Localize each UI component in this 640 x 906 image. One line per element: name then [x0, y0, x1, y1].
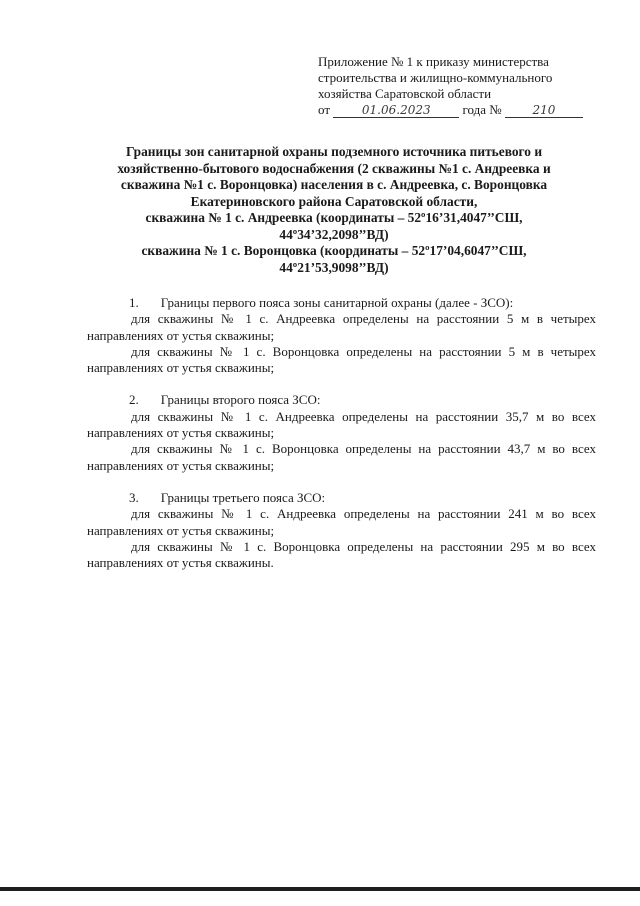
appendix-line-2: строительства и жилищно-коммунального: [318, 70, 553, 85]
section-heading: [87, 392, 596, 408]
title-line-2: хозяйственно-бытового водоснабжения (2 скважины №1 с. Андреевка и: [117, 160, 551, 176]
section-item: для скважины № 1 с. Воронцовка определены на расстоянии 5 м в четырех направлениях от устья скважины;: [87, 343, 596, 376]
document-title: [84, 144, 584, 276]
handwritten-date: 01.06.2023: [333, 104, 459, 118]
section-item: для скважины № 1 с. Воронцовка определены на расстоянии 43,7 м во всех направлениях от устья скважины;: [87, 441, 596, 473]
appendix-line-3: хозяйства Саратовской области: [318, 86, 492, 101]
section-title: Границы первого пояса зоны санитарной охраны (далее - ЗСО):: [160, 295, 514, 310]
section-3: [87, 490, 596, 571]
from-label: от: [318, 102, 331, 117]
section-title: Границы третьего пояса ЗСО:: [160, 489, 326, 505]
appendix-line-1: Приложение № 1 к приказу министерства: [318, 54, 549, 69]
title-line-3: скважина №1 с. Воронцовка) населения в с. Андреевка, с. Воронцовка: [120, 177, 548, 192]
section-number: 1.: [129, 295, 139, 310]
title-line-5: скважина № 1 с. Андреевка (координаты – 52º16’31,4047’’СШ,: [145, 210, 523, 225]
document-body: [87, 295, 596, 587]
handwritten-order-number: 210: [505, 104, 583, 118]
section-item: для скважины № 1 с. Воронцовка определены на расстоянии 295 м во всех направлениях от устья скважины.: [87, 538, 596, 571]
section-title: Границы второго пояса ЗСО:: [160, 392, 321, 408]
section-number: 2.: [129, 392, 139, 408]
title-line-6: 44º34’32,2098’’ВД): [279, 226, 389, 242]
section-heading: [87, 490, 596, 506]
appendix-header: [318, 54, 608, 118]
title-line-7: скважина № 1 с. Воронцовка (координаты – 52º17’04,6047’’СШ,: [141, 243, 527, 258]
section-2: [87, 392, 596, 473]
appendix-date-line: [318, 102, 608, 118]
section-1: [87, 295, 596, 376]
title-line-8: 44º21’53,9098’’ВД): [279, 259, 389, 275]
section-item: для скважины № 1 с. Андреевка определены на расстоянии 35,7 м во всех направлениях от устья скважины;: [87, 408, 596, 441]
section-heading: [87, 295, 596, 311]
section-item: для скважины № 1 с. Андреевка определены на расстоянии 241 м во всех направлениях от устья скважины;: [87, 506, 596, 538]
section-item: для скважины № 1 с. Андреевка определены на расстоянии 5 м в четырех направлениях от устья скважины;: [87, 311, 596, 343]
year-label: года №: [462, 102, 502, 117]
title-line-4: Екатериновского района Саратовской области,: [190, 193, 478, 209]
section-number: 3.: [129, 489, 139, 505]
scan-bottom-edge: [0, 887, 640, 891]
title-line-1: Границы зон санитарной охраны подземного источника питьевого и: [125, 144, 543, 159]
